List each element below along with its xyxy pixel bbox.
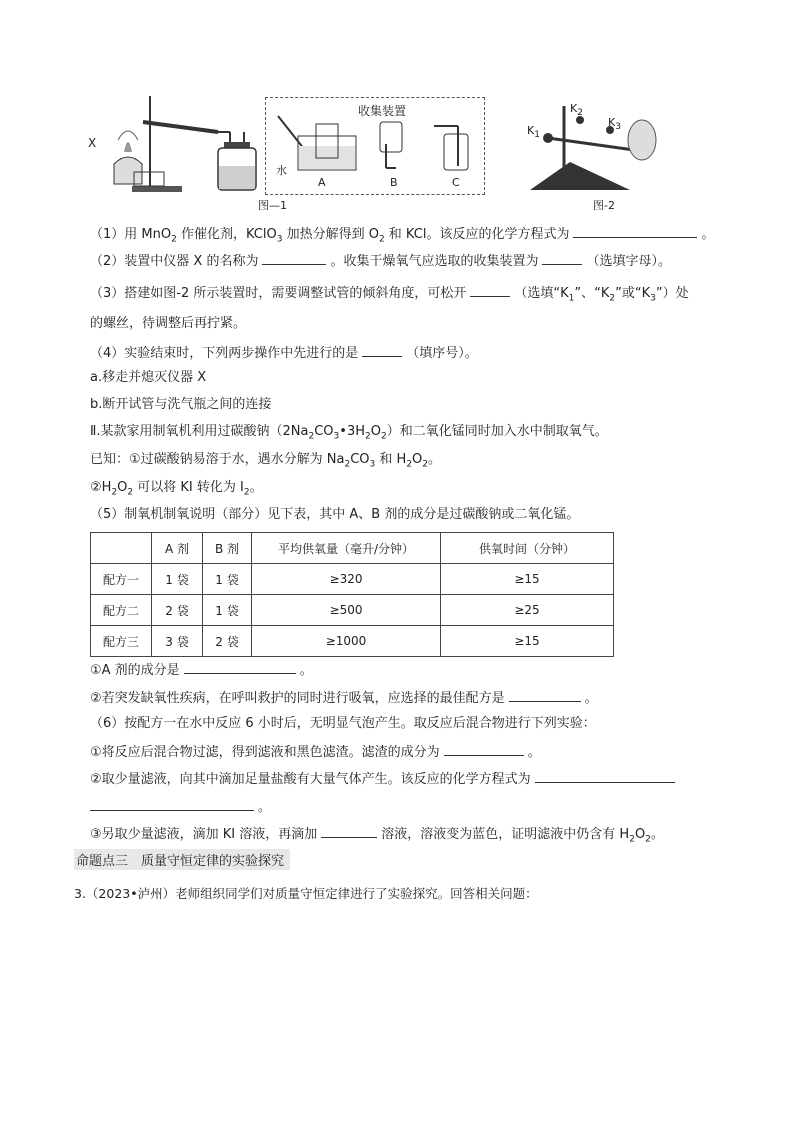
question-5: （5）制氧机制氧说明（部分）见下表，其中 A、B 剂的成分是过碳酸钠或二氧化锰。 xyxy=(90,507,580,522)
table-cell: ≥1000 xyxy=(252,626,441,657)
table-header-row xyxy=(91,533,614,564)
answer-blank[interactable] xyxy=(90,798,254,811)
question-6a: ①将反应后混合物过滤，得到滤液和黑色滤渣。滤渣的成分为 。 xyxy=(90,745,541,760)
question-5a: ①A 剂的成分是 。 xyxy=(90,663,313,678)
label-k2: $K_2$ xyxy=(570,102,583,119)
table-header-cell: 供氧时间（分钟） xyxy=(441,533,614,564)
collection-devices xyxy=(268,114,480,174)
known-1: 已知：①过碳酸钠易溶于水，遇水分解为 $Na_2CO_3$ 和 $H_2O_2$。 xyxy=(90,452,442,470)
answer-blank[interactable] xyxy=(184,661,296,674)
answer-blank[interactable] xyxy=(362,344,402,357)
option-b: b.断开试管与洗气瓶之间的连接 xyxy=(90,397,272,412)
answer-blank[interactable] xyxy=(321,825,377,838)
question-6b-cont: 。 xyxy=(90,798,271,816)
question-4: （4）实验结束时，下列两步操作中先进行的是 （填序号）。 xyxy=(90,346,478,361)
table-cell: 配方三 xyxy=(91,626,152,657)
label-water: 水 xyxy=(276,164,287,177)
table-header-cell xyxy=(91,533,152,564)
table-cell: ≥500 xyxy=(252,595,441,626)
answer-blank[interactable] xyxy=(470,284,510,297)
table-cell: 2 袋 xyxy=(203,626,252,657)
collection-title: 收集装置 xyxy=(358,104,407,118)
answer-blank[interactable] xyxy=(573,225,697,238)
label-a: A xyxy=(318,176,326,189)
part-2-intro: Ⅱ.某款家用制氧机利用过碳酸钠$(2Na_2CO_3•3H_2O_2)$和二氧化锰同时加入水中制取氧气。 xyxy=(90,424,608,442)
question-3-main: 3.（2023•泸州）老师组织同学们对质量守恒定律进行了实验探究。回答相关问题： xyxy=(74,886,538,901)
table-row xyxy=(91,626,614,657)
answer-blank[interactable] xyxy=(444,743,524,756)
figure-1-caption: 图—1 xyxy=(258,199,287,212)
label-x: X xyxy=(88,136,97,150)
question-3-cont: 的螺丝，待调整后再拧紧。 xyxy=(90,316,247,331)
formula-table xyxy=(90,532,614,657)
option-a: a.移走并熄灭仪器 X xyxy=(90,370,207,385)
table-cell: 2 袋 xyxy=(152,595,203,626)
table-cell: 配方一 xyxy=(91,564,152,595)
table-cell: 1 袋 xyxy=(152,564,203,595)
table-header-cell: B 剂 xyxy=(203,533,252,564)
question-5b: ②若突发缺氧性疾病，在呼叫救护的同时进行吸氧，应选择的最佳配方是 。 xyxy=(90,691,598,706)
table-cell: 配方二 xyxy=(91,595,152,626)
question-1: （1）用 MnO$_2$ 作催化剂，KClO$_3$ 加热分解得到 $O_2$ 和 KCl。该反应的化学方程式为 。 xyxy=(90,227,715,245)
wash-bottle-icon xyxy=(210,126,260,192)
table-cell: ≥15 xyxy=(441,564,614,595)
label-k3: $K_3$ xyxy=(608,116,621,133)
question-6: （6）按配方一在水中反应 6 小时后，无明显气泡产生。取反应后混合物进行下列实验： xyxy=(90,716,596,731)
question-3: （3）搭建如图-2 所示装置时，需要调整试管的倾斜角度，可松开 （选填“$K_1$”、“$K_2$”或“$K_3$”）处 xyxy=(90,286,689,304)
answer-blank[interactable] xyxy=(262,252,326,265)
table-row xyxy=(91,564,614,595)
question-2: （2）装置中仪器 X 的名称为 。收集干燥氧气应选取的收集装置为 （选填字母）。 xyxy=(90,254,671,269)
question-6c: ③另取少量滤液，滴加 KI 溶液，再滴加 溶液，溶液变为蓝色，证明滤液中仍含有 $H_2O_2$。 xyxy=(90,827,664,845)
table-cell: ≥25 xyxy=(441,595,614,626)
label-k1: $K_1$ xyxy=(527,124,540,141)
table-row xyxy=(91,595,614,626)
label-c: C xyxy=(452,176,460,189)
answer-blank[interactable] xyxy=(542,252,582,265)
table-header-cell: 平均供氧量（毫升/分钟） xyxy=(252,533,441,564)
question-6b: ②取少量滤液，向其中滴加足量盐酸有大量气体产生。该反应的化学方程式为 xyxy=(90,770,679,788)
table-cell: 1 袋 xyxy=(203,564,252,595)
known-2: $②H_2O_2$ 可以将 KI 转化为 $I_2$。 xyxy=(90,480,263,498)
table-header-cell: A 剂 xyxy=(152,533,203,564)
section-title: 命题点三 质量守恒定律的实验探究 xyxy=(74,849,290,870)
figure-2-caption: 图-2 xyxy=(593,199,615,212)
table-cell: ≥15 xyxy=(441,626,614,657)
label-b: B xyxy=(390,176,398,189)
answer-blank[interactable] xyxy=(509,689,581,702)
figure-2-apparatus xyxy=(530,100,665,192)
answer-blank[interactable] xyxy=(535,770,675,783)
table-cell: ≥320 xyxy=(252,564,441,595)
table-cell: 1 袋 xyxy=(203,595,252,626)
table-cell: 3 袋 xyxy=(152,626,203,657)
